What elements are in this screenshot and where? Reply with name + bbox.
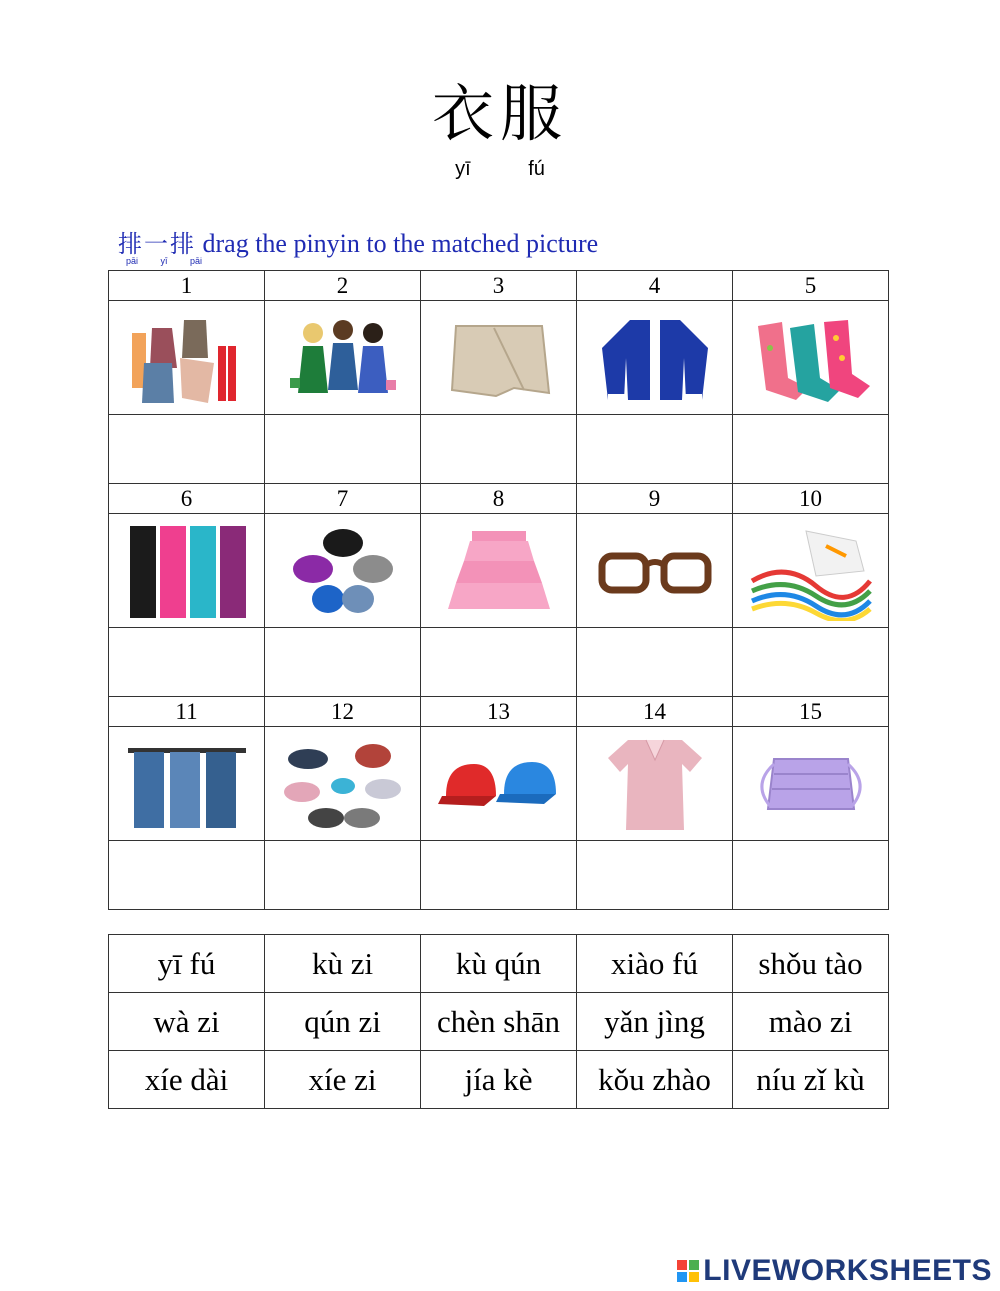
socks-icon xyxy=(746,308,876,408)
item-number: 6 xyxy=(109,484,265,514)
drop-zone[interactable] xyxy=(109,841,265,910)
item-number: 15 xyxy=(733,697,889,727)
drop-zone[interactable] xyxy=(421,841,577,910)
shoelaces-icon xyxy=(746,521,876,621)
item-number: 3 xyxy=(421,271,577,301)
picture-grid xyxy=(108,270,889,910)
draggable-word[interactable]: kù qún xyxy=(421,935,577,993)
jacket-icon xyxy=(590,308,720,408)
item-number: 14 xyxy=(577,697,733,727)
drop-zone[interactable] xyxy=(265,415,421,484)
drop-zone[interactable] xyxy=(577,628,733,697)
draggable-word[interactable]: xíe dài xyxy=(109,1051,265,1109)
brand-name: LIVEWORKSHEETS xyxy=(703,1254,992,1287)
drop-zone[interactable] xyxy=(265,841,421,910)
drop-zone[interactable] xyxy=(109,628,265,697)
draggable-word[interactable]: yī fú xyxy=(109,935,265,993)
drop-zone[interactable] xyxy=(733,841,889,910)
instruction xyxy=(118,224,598,259)
item-number: 4 xyxy=(577,271,733,301)
draggable-word[interactable]: xíe zi xyxy=(265,1051,421,1109)
item-number: 11 xyxy=(109,697,265,727)
item-number: 10 xyxy=(733,484,889,514)
draggable-word[interactable]: chèn shān xyxy=(421,993,577,1051)
face-mask-icon xyxy=(746,734,876,834)
item-number: 13 xyxy=(421,697,577,727)
pants-icon xyxy=(122,521,252,621)
blouse-icon xyxy=(590,734,720,834)
item-number: 9 xyxy=(577,484,733,514)
instruction-english: drag the pinyin to the matched picture xyxy=(202,229,599,258)
jeans-icon xyxy=(122,734,252,834)
page-title-pinyin: yī fú xyxy=(455,158,545,180)
item-number: 1 xyxy=(109,271,265,301)
word-bank xyxy=(108,934,889,1109)
draggable-word[interactable]: níu zǐ kù xyxy=(733,1051,889,1109)
gloves-icon xyxy=(278,521,408,621)
skort-icon xyxy=(434,308,564,408)
skirt-icon xyxy=(434,521,564,621)
drop-zone[interactable] xyxy=(109,415,265,484)
brand-logo xyxy=(677,1254,992,1288)
draggable-word[interactable]: wà zi xyxy=(109,993,265,1051)
liveworksheets-logo-icon xyxy=(677,1260,699,1282)
draggable-word[interactable]: xiào fú xyxy=(577,935,733,993)
draggable-word[interactable]: qún zi xyxy=(265,993,421,1051)
clothes-pile-icon xyxy=(122,308,252,408)
draggable-word[interactable]: shǒu tào xyxy=(733,935,889,993)
drop-zone[interactable] xyxy=(733,415,889,484)
page-title: 衣服 xyxy=(431,77,568,150)
drop-zone[interactable] xyxy=(265,628,421,697)
instruction-chinese: 排一排 xyxy=(118,230,196,258)
school-uniform-icon xyxy=(278,308,408,408)
draggable-word[interactable]: jía kè xyxy=(421,1051,577,1109)
draggable-word[interactable]: mào zi xyxy=(733,993,889,1051)
draggable-word[interactable]: kǒu zhào xyxy=(577,1051,733,1109)
caps-icon xyxy=(434,734,564,834)
drop-zone[interactable] xyxy=(577,415,733,484)
item-number: 12 xyxy=(265,697,421,727)
drop-zone[interactable] xyxy=(421,415,577,484)
glasses-icon xyxy=(590,521,720,621)
drop-zone[interactable] xyxy=(577,841,733,910)
draggable-word[interactable]: yǎn jìng xyxy=(577,993,733,1051)
item-number: 7 xyxy=(265,484,421,514)
drop-zone[interactable] xyxy=(733,628,889,697)
item-number: 2 xyxy=(265,271,421,301)
instruction-pinyin: pāi yī pāi xyxy=(126,256,203,266)
drop-zone[interactable] xyxy=(421,628,577,697)
shoes-icon xyxy=(278,734,408,834)
item-number: 5 xyxy=(733,271,889,301)
item-number: 8 xyxy=(421,484,577,514)
draggable-word[interactable]: kù zi xyxy=(265,935,421,993)
